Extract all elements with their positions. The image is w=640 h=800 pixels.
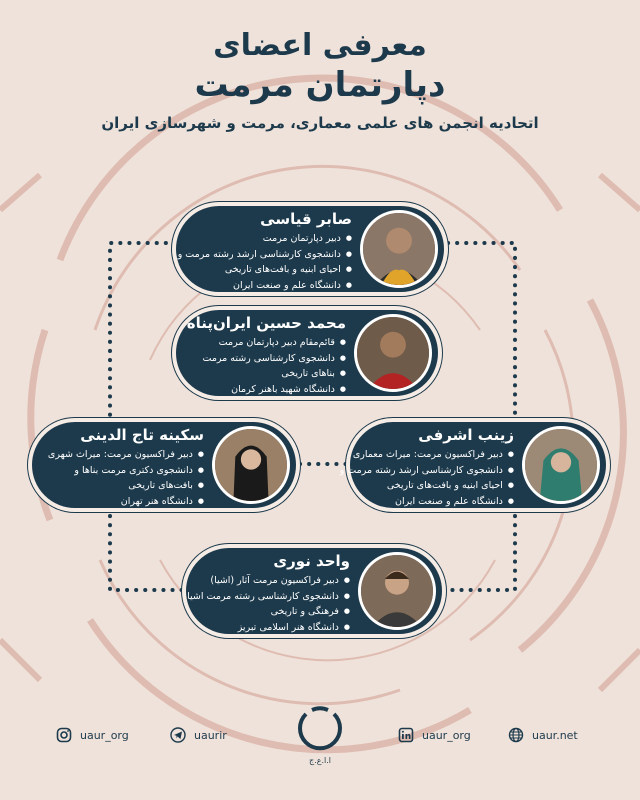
role-item: ● دانشجوی کارشناسی ارشد رشته مرمت و xyxy=(356,463,514,479)
logo-text: ا.ا.ع.ج xyxy=(308,756,331,765)
linkedin-icon xyxy=(398,727,414,743)
role-item: ● دبیر فراکسیون مرمت: میراث شهری xyxy=(40,447,204,463)
subtitle: اتحادیه انجمن های علمی معماری، مرمت و شهرسازی ایران xyxy=(101,114,539,132)
role-item: ● بناهای تاریخی xyxy=(184,366,346,382)
telegram-link[interactable] xyxy=(170,727,227,743)
member-photo xyxy=(354,314,432,392)
member-name: صابر قیاسی xyxy=(260,210,352,228)
role-item: ● احیای ابنیه و بافت‌های تاریخی xyxy=(184,262,352,278)
member-roles xyxy=(40,447,204,509)
website-link[interactable] xyxy=(508,727,578,743)
role-item: ● دانشگاه هنر تهران xyxy=(40,494,204,510)
member-card-5 xyxy=(182,544,446,638)
member-roles xyxy=(339,447,514,509)
role-item: ● قائم‌مقام دبیر دپارتمان مرمت xyxy=(184,335,346,351)
member-card-2 xyxy=(172,306,442,400)
telegram-handle: uaurir xyxy=(194,728,227,742)
instagram-icon xyxy=(56,727,72,743)
role-item: ● دبیر فراکسیون مرمت: میراث معماری xyxy=(356,447,514,463)
role-item: ● دانشجوی کارشناسی ارشد رشته مرمت و xyxy=(184,247,352,263)
telegram-icon xyxy=(170,727,186,743)
role-item: ● دانشگاه شهید باهنر کرمان xyxy=(184,382,346,398)
logo xyxy=(292,704,348,765)
logo-ring-icon xyxy=(292,704,348,754)
linkedin-link[interactable] xyxy=(398,727,471,743)
title-line-1: معرفی اعضای xyxy=(213,28,427,63)
member-roles xyxy=(184,335,346,397)
role-item: ● فرهنگی و تاریخی xyxy=(194,604,350,620)
member-roles xyxy=(177,231,352,293)
footer xyxy=(0,700,640,780)
role-item: ● دبیر دپارتمان مرمت xyxy=(184,231,352,247)
role-item: ● دانشجوی کارشناسی رشته مرمت xyxy=(184,351,346,367)
role-item: ● دانشجوی کارشناسی رشته مرمت اشیا xyxy=(194,589,350,605)
role-item: ● دانشگاه علم و صنعت ایران xyxy=(356,494,514,510)
member-card-1 xyxy=(172,202,448,296)
member-name: زینب اشرفی xyxy=(418,426,514,444)
member-photo xyxy=(522,426,600,504)
linkedin-handle: uaur_org xyxy=(422,728,471,742)
member-photo xyxy=(358,552,436,630)
title-line-2: دپارتمان مرمت xyxy=(194,65,446,105)
role-item: ● دانشجوی دکتری مرمت بناها و xyxy=(40,463,204,479)
instagram-link[interactable] xyxy=(56,727,129,743)
role-item: ● دانشگاه هنر اسلامی تبریز xyxy=(194,620,350,636)
role-item: ● احیای ابنیه و بافت‌های تاریخی xyxy=(356,478,514,494)
member-card-3 xyxy=(28,418,300,512)
role-item: ● دانشگاه علم و صنعت ایران xyxy=(184,278,352,294)
member-roles xyxy=(187,573,350,635)
header xyxy=(0,28,640,132)
globe-icon xyxy=(508,727,524,743)
member-photo xyxy=(360,210,438,288)
member-name: سکینه تاج الدینی xyxy=(80,426,204,444)
role-item: ● بافت‌های تاریخی xyxy=(40,478,204,494)
member-photo xyxy=(212,426,290,504)
member-name: محمد حسین ایران‌پناه xyxy=(186,314,346,332)
member-card-4 xyxy=(339,418,610,512)
website-url: uaur.net xyxy=(532,728,578,742)
instagram-handle: uaur_org xyxy=(80,728,129,742)
member-name: واحد نوری xyxy=(273,552,350,570)
role-item: ● دبیر فراکسیون مرمت آثار (اشیا) xyxy=(194,573,350,589)
